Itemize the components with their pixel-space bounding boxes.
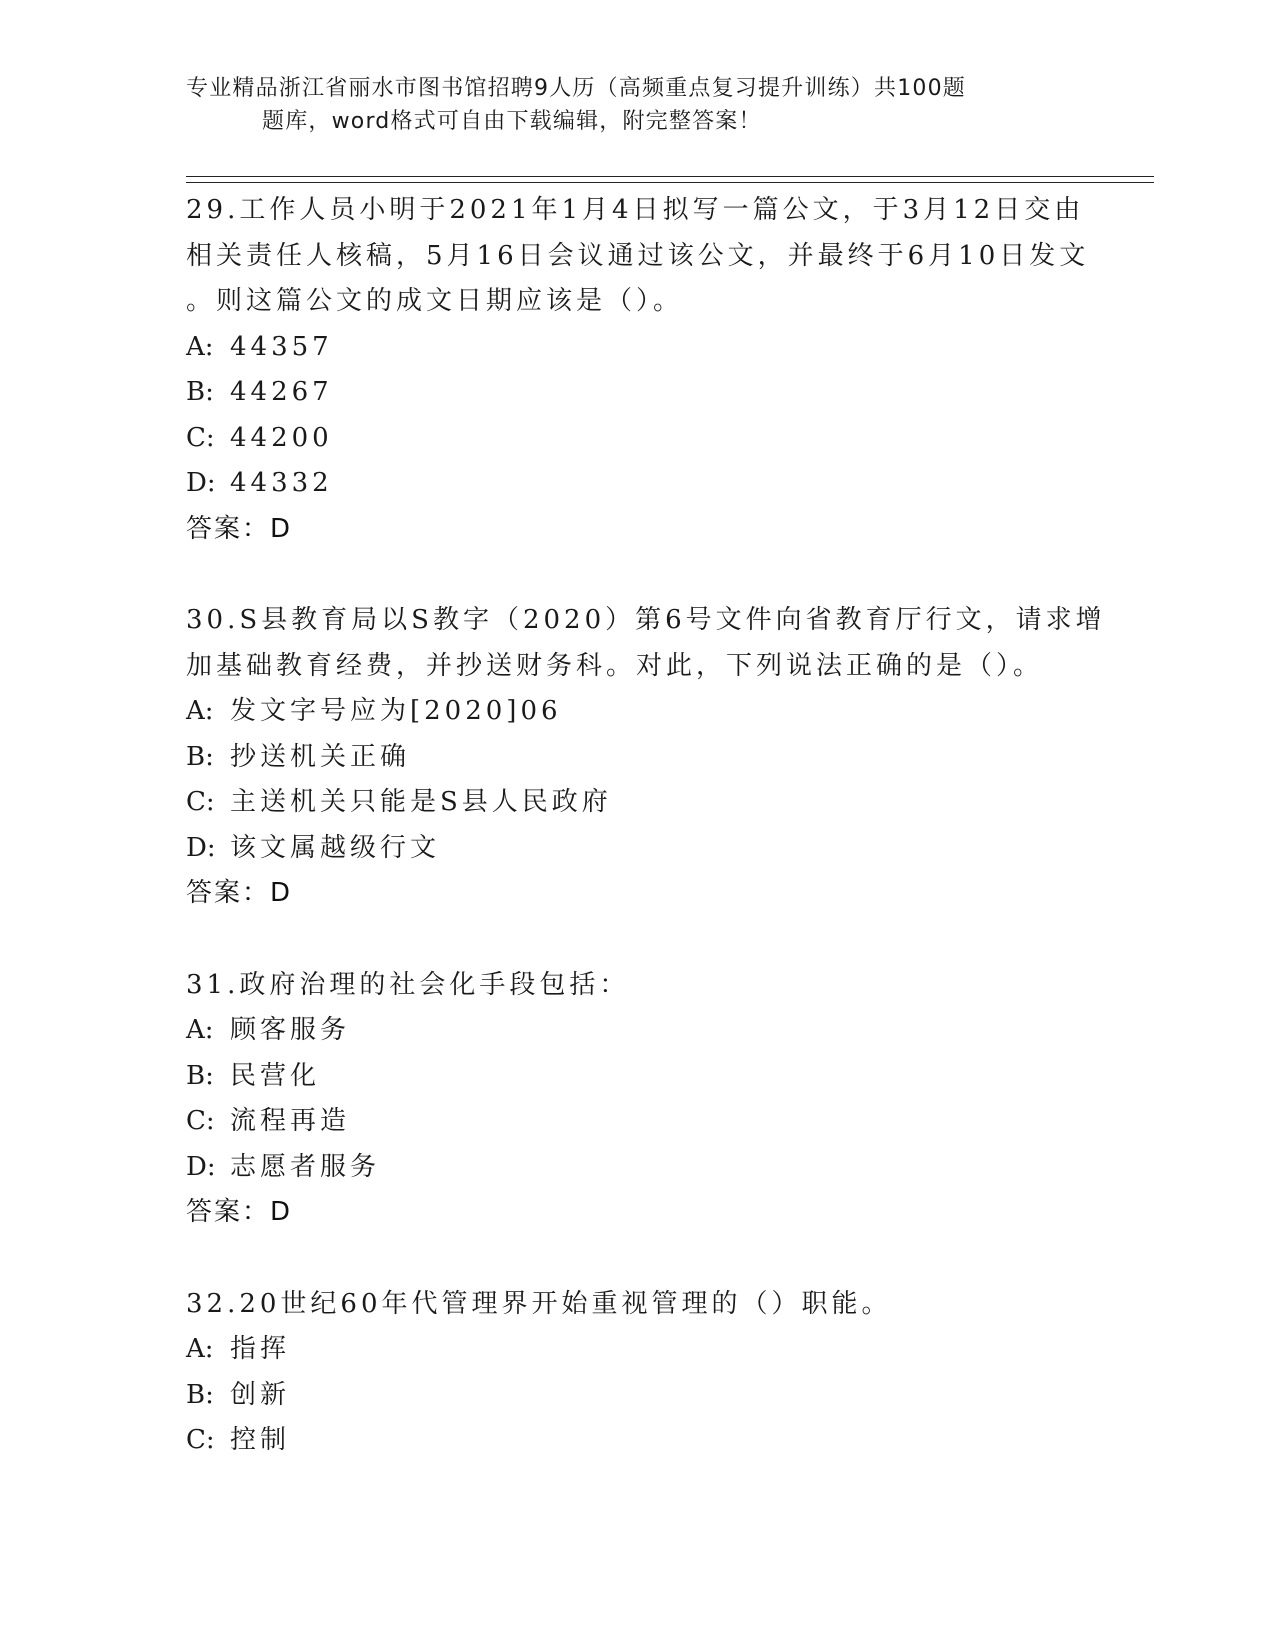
option-label: B: — [186, 1379, 214, 1410]
option-label: C: — [186, 422, 215, 453]
question-32 — [186, 1282, 1106, 1464]
option-label: D: — [186, 1151, 216, 1182]
option-c — [186, 416, 1106, 462]
option-c — [186, 1099, 1106, 1145]
option-text: 44200 — [230, 422, 333, 453]
option-text: 44332 — [230, 468, 333, 498]
option-text: 指挥 — [230, 1334, 291, 1364]
option-text: 控制 — [230, 1425, 291, 1455]
option-label: A: — [186, 696, 214, 726]
option-label: C: — [186, 1425, 215, 1455]
question-stem-line: 31.政府治理的社会化手段包括： — [186, 969, 630, 1000]
option-a — [186, 1327, 1106, 1373]
option-d — [186, 826, 1106, 872]
header-title-line-1: 专业精品浙江省丽水市图书馆招聘9人历（高频重点复习提升训练）共100题 — [186, 76, 966, 101]
option-label: B: — [186, 1060, 214, 1091]
question-stem-line: 相关责任人核稿，5月16日会议通过该公文，并最终于6月10日发文 — [186, 240, 1090, 271]
option-text: 发文字号应为[2020]06 — [230, 696, 562, 726]
answer-line: 答案：D — [186, 513, 293, 544]
option-b — [186, 735, 1106, 781]
question-list — [186, 188, 1106, 1464]
option-label: D: — [186, 832, 216, 863]
option-text: 44357 — [230, 331, 333, 362]
option-label: A: — [186, 1334, 214, 1364]
header-divider-bottom — [186, 182, 1154, 183]
answer-line: 答案：D — [186, 1197, 293, 1227]
question-stem-line: 加基础教育经费，并抄送财务科。对此，下列说法正确的是（）。 — [186, 650, 1044, 681]
option-b — [186, 1373, 1106, 1419]
option-d — [186, 461, 1106, 507]
question-29 — [186, 188, 1106, 552]
question-30 — [186, 598, 1106, 917]
option-a — [186, 689, 1106, 735]
question-stem-line: 29.工作人员小明于2021年1月4日拟写一篇公文，于3月12日交由 — [186, 195, 1085, 225]
option-text: 流程再造 — [230, 1106, 351, 1136]
option-text: 志愿者服务 — [230, 1151, 381, 1182]
option-text: 创新 — [230, 1379, 291, 1410]
option-text: 民营化 — [230, 1060, 321, 1091]
question-31 — [186, 963, 1106, 1236]
option-label: B: — [186, 741, 214, 772]
option-label: D: — [186, 468, 216, 498]
option-c — [186, 1418, 1106, 1464]
option-text: 主送机关只能是S县人民政府 — [230, 787, 612, 817]
answer-line: 答案：D — [186, 878, 293, 908]
option-label: B: — [186, 377, 214, 407]
option-label: C: — [186, 787, 215, 817]
question-stem-line: 。则这篇公文的成文日期应该是（）。 — [186, 286, 684, 316]
option-a — [186, 1008, 1106, 1054]
option-text: 该文属越级行文 — [230, 832, 441, 863]
question-stem-line: 30.S县教育局以S教字（2020）第6号文件向省教育厅行文，请求增 — [186, 605, 1106, 635]
question-stem-line: 32.20世纪60年代管理界开始重视管理的（）职能。 — [186, 1288, 892, 1319]
option-label: A: — [186, 331, 214, 362]
option-b — [186, 1054, 1106, 1100]
option-label: A: — [186, 1015, 214, 1045]
header-divider-top — [186, 176, 1154, 177]
option-a — [186, 325, 1106, 371]
header-title-line-2: 题库，word格式可自由下载编辑，附完整答案！ — [262, 109, 762, 134]
option-b — [186, 370, 1106, 416]
option-text: 顾客服务 — [230, 1015, 351, 1045]
option-text: 44267 — [230, 377, 333, 407]
document-header — [186, 72, 1086, 138]
option-d — [186, 1145, 1106, 1191]
option-text: 抄送机关正确 — [230, 741, 411, 772]
option-c — [186, 780, 1106, 826]
option-label: C: — [186, 1106, 215, 1136]
